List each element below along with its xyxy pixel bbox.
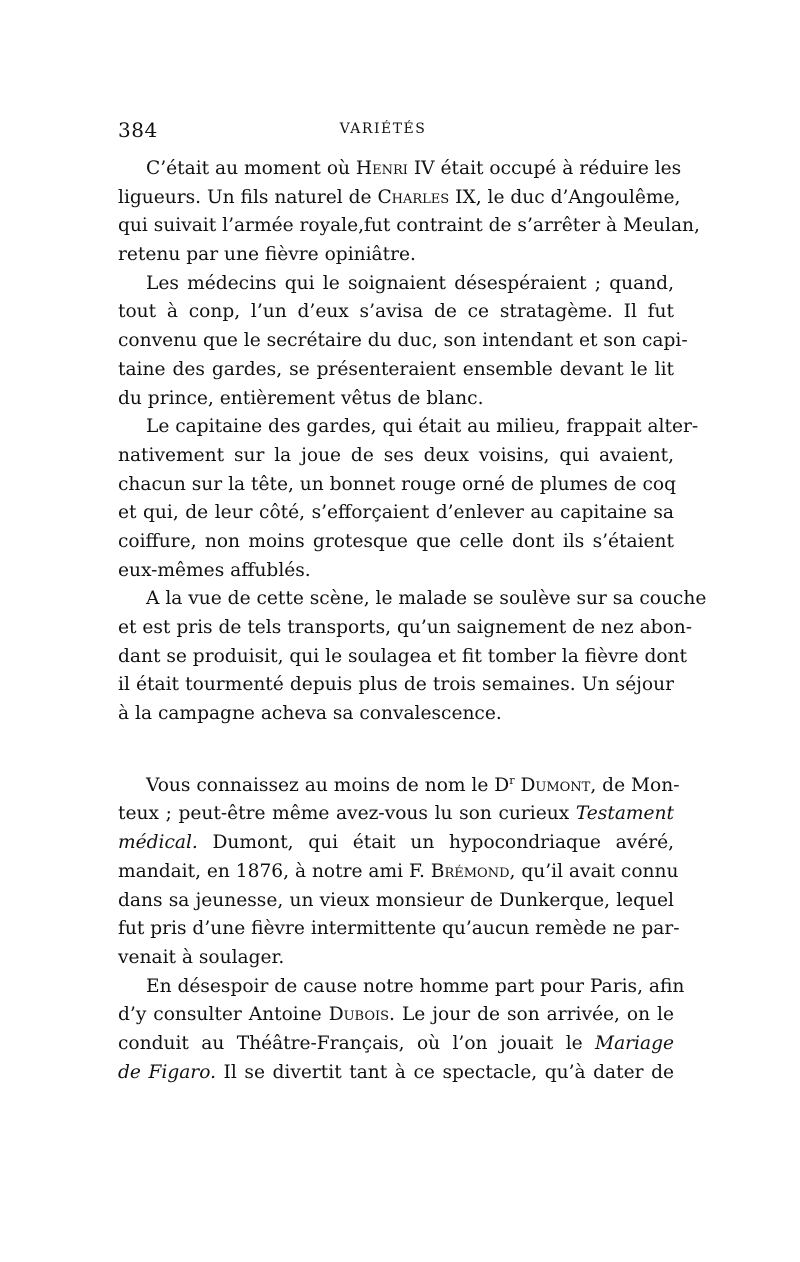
text-line: de Figaro. Il se divertit tant à ce spectacle, qu’à dater de (118, 1061, 674, 1083)
text-line: C’était au moment où Henri IV était occupé à réduire les (146, 158, 682, 179)
paragraph (118, 585, 707, 728)
text-line: taine des gardes, se présenteraient ensemble devant le lit (118, 358, 674, 380)
text-line: nativement sur la joue de ses deux voisins, qui avaient, (118, 444, 674, 466)
italic-title: de Figaro. (118, 1061, 216, 1083)
text-line: eux-mêmes affublés. (118, 559, 311, 581)
text-line: Le capitaine des gardes, qui était au milieu, frappait alter- (146, 416, 699, 438)
page-header (118, 118, 678, 148)
text-line: du prince, entièrement vêtus de blanc. (118, 387, 484, 409)
section-break (118, 729, 674, 772)
body-text (118, 155, 707, 1087)
italic-title: Mariage (595, 1032, 674, 1054)
paragraph (118, 973, 685, 1088)
text-line: ligueurs. Un fils naturel de Charles IX, le duc d’Angoulême, (118, 186, 681, 208)
text-line: coiffure, non moins grotesque que celle dont ils s’étaient (118, 530, 674, 552)
text-line: venait à soulager. (118, 946, 285, 968)
text-line: il était tourmenté depuis plus de trois semaines. Un séjour (118, 674, 674, 696)
text-line: conduit au Théâtre-Français, où l’on jouait le Mariage (118, 1032, 674, 1054)
paragraph (118, 270, 688, 413)
running-title: VARIÉTÉS (339, 121, 427, 137)
paragraph (118, 413, 699, 585)
text-line: dant se produisit, qui le soulagea et fit tomber la fièvre dont (118, 645, 688, 667)
small-caps-name: Charles (377, 186, 450, 208)
italic-title: Testament (575, 803, 674, 825)
text-line: fut pris d’une fièvre intermittente qu’aucun remède ne par- (118, 918, 680, 940)
small-caps-name: Brémond (430, 860, 510, 882)
page-number: 384 (118, 118, 158, 142)
small-caps-name: Dubois (328, 1004, 390, 1026)
text-line: retenu par une fièvre opiniâtre. (118, 244, 416, 266)
text-line: d’y consulter Antoine Dubois. Le jour de son arrivée, on le (118, 1004, 674, 1026)
italic-title: médical. (118, 832, 198, 854)
text-line: tout à conp, l’un d’eux s’avisa de ce stratagème. Il fut (118, 301, 674, 323)
text-line: Vous connaissez au moins de nom le $D^r$ Dumont, de Mon- (146, 773, 680, 796)
text-line: convenu que le secrétaire du duc, son intendant et son capi- (118, 330, 688, 352)
text-line: médical. Dumont, qui était un hypocondriaque avéré, (118, 832, 674, 854)
text-line: Les médecins qui le soignaient désespéraient ; quand, (146, 272, 674, 294)
paragraph (118, 772, 680, 973)
paragraph (118, 155, 700, 270)
small-caps-name: Henri (355, 158, 408, 179)
text-line: En désespoir de cause notre homme part pour Paris, afin (146, 975, 685, 997)
text-line: chacun sur la tête, un bonnet rouge orné de plumes de coq (118, 473, 676, 495)
text-line: dans sa jeunesse, un vieux monsieur de Dunkerque, lequel (118, 889, 674, 911)
text-line: et est pris de tels transports, qu’un saignement de nez abon- (118, 617, 693, 638)
text-line: teux ; peut-être même avez-vous lu son curieux Testament (118, 803, 674, 825)
superscript: r (509, 773, 515, 787)
text-line: mandait, en 1876, à notre ami F. Brémond, qu’il avait connu (118, 860, 679, 882)
text-line: A la vue de cette scène, le malade se soulève sur sa couche (146, 588, 707, 610)
text-line: qui suivait l’armée royale,fut contraint de s’arrêter à Meulan, (118, 215, 700, 237)
small-caps-name: Dumont (520, 774, 591, 796)
text-line: et qui, de leur côté, s’efforçaient d’enlever au capitaine sa (118, 502, 674, 524)
text-line: à la campagne acheva sa convalescence. (118, 703, 502, 725)
